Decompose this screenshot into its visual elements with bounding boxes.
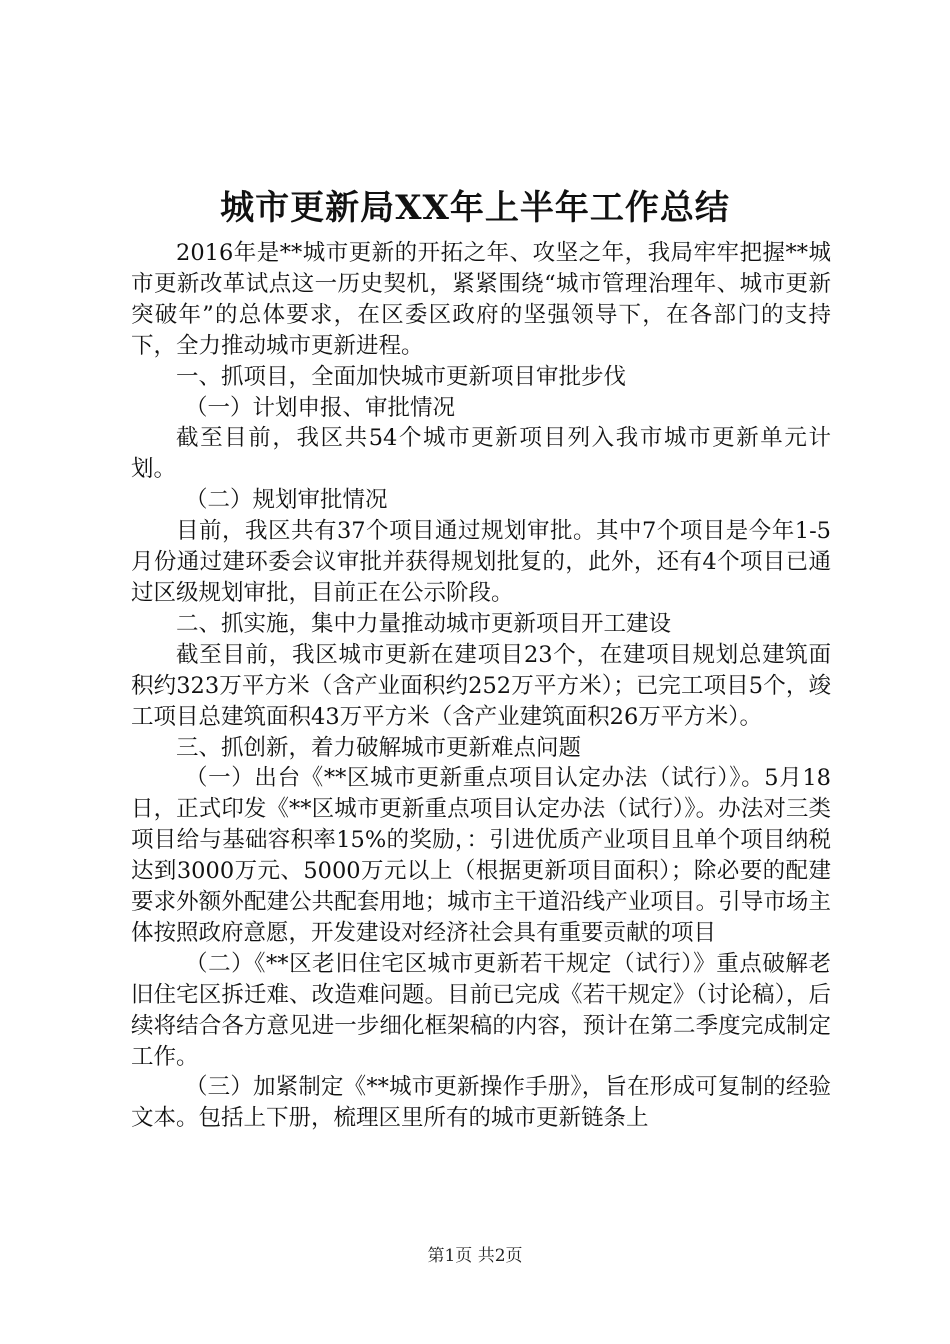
paragraph-item-3-1: （一）出台《**区城市更新重点项目认定办法（试行）》。5月18日，正式印发《**区城市更新重点项目认定办法（试行）》。办法对三类项目给与基础容积率15%的奖励，：引进优质产业项目且单个项目纳税达到3000万元、5000万元以上（根据更新项目面积）；除必要的配建要求外额外配建公共配套用地；城市主干道沿线产业项目。引导市场主体按照政府意愿，开发建设对经济社会具有重要贡献的项目 (131, 765, 831, 946)
paragraph-item-3-3: （三）加紧制定《**城市更新操作手册》，旨在形成可复制的经验文本。包括上下册，梳理区里所有的城市更新链条上 (131, 1074, 831, 1132)
document-body (131, 238, 831, 1134)
document-title: 城市更新局XX年上半年工作总结 (220, 188, 730, 228)
paragraph: 目前，我区共有37个项目通过规划审批。其中7个项目是今年1-5月份通过建环委会议审批并获得规划批复的，此外，还有4个项目已通过区级规划审批，目前正在公示阶段。 (131, 518, 831, 606)
section-heading-1: 一、抓项目，全面加快城市更新项目审批步伐 (176, 363, 627, 390)
paragraph: 截至目前，我区城市更新在建项目23个，在建项目规划总建筑面积约323万平方米（含产业面积约252万平方米）；已完工项目5个，竣工项目总建筑面积43万平方米（含产业建筑面积26万平方米）。 (131, 641, 831, 730)
section-heading-3: 三、抓创新，着力破解城市更新难点问题 (176, 734, 582, 761)
page-footer: 第1页 共2页 (427, 1246, 523, 1266)
paragraph-item-3-2: （二）《**区老旧住宅区城市更新若干规定（试行）》重点破解老旧住宅区拆迁难、改造难问题。目前已完成《若干规定》（讨论稿），后续将结合各方意见进一步细化框架稿的内容，预计在第二季度完成制定工作。 (131, 950, 831, 1070)
section-heading-2: 二、抓实施，集中力量推动城市更新项目开工建设 (176, 610, 672, 637)
paragraph: 截至目前，我区共54个城市更新项目列入我市城市更新单元计划。 (131, 425, 831, 483)
paragraph-intro: 2016年是**城市更新的开拓之年、攻坚之年，我局牢牢把握**城市更新改革试点这一历史契机，紧紧围绕“城市管理治理年、城市更新突破年”的总体要求，在区委区政府的坚强领导下，在各部门的支持下，全力推动城市更新进程。 (131, 240, 831, 359)
subsection-heading-1-2: （二）规划审批情况 (185, 487, 388, 514)
subsection-heading-1-1: （一）计划申报、审批情况 (185, 394, 456, 421)
